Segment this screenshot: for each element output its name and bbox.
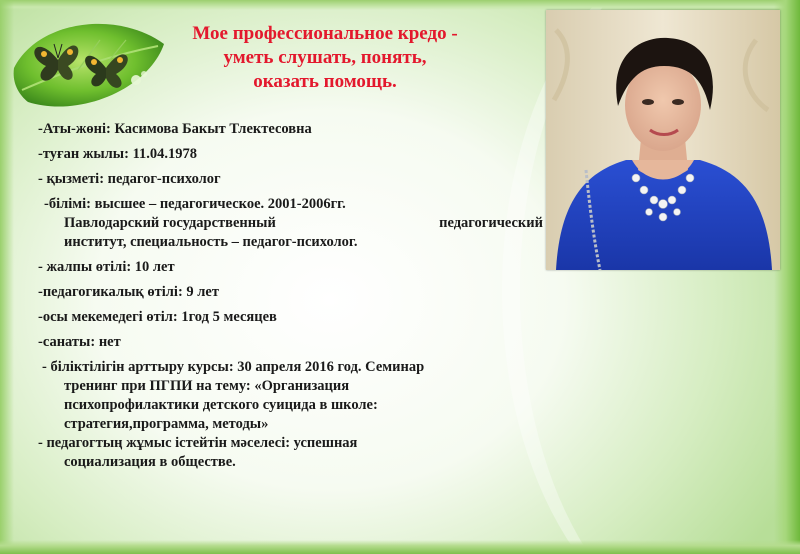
- courses-line-3: психопрофилактики детского суицида в школе:: [64, 397, 378, 413]
- education-line-3: институт, специальность – педагог-психолог.: [64, 234, 358, 250]
- total-experience-line: - жалпы өтілі: 10 лет: [38, 259, 175, 275]
- education-line-2a: Павлодарский государственный: [64, 215, 276, 231]
- courses-line-4: стратегия,программа, методы»: [64, 416, 269, 432]
- institution-experience-line: -осы мекемедегі өтіл: 1год 5 месяцев: [38, 309, 277, 325]
- problem-line-1: - педагогтың жұмыс істейтін мәселесі: успешная: [38, 435, 358, 451]
- courses-block: [38, 358, 543, 434]
- title-line-1: Мое профессиональное кредо -: [192, 23, 458, 44]
- education-line-1: -білімі: высшее – педагогическое. 2001-2006гг.: [44, 196, 346, 212]
- frame-top: [0, 0, 800, 10]
- profile-details: [38, 120, 543, 472]
- education-line-2: [38, 214, 543, 233]
- teaching-experience-line: -педагогикалық өтілі: 9 лет: [38, 284, 219, 300]
- slide-title: [140, 22, 510, 94]
- position-line: - қызметі: педагог-психолог: [38, 171, 221, 187]
- frame-bottom: [0, 540, 800, 554]
- birth-line: -туған жылы: 11.04.1978: [38, 146, 198, 162]
- title-line-2: уметь слушать, понять,: [223, 47, 427, 68]
- courses-line-2: тренинг при ПГПИ на тему: «Организация: [64, 378, 350, 394]
- education-block: [38, 195, 543, 252]
- category-line: -санаты: нет: [38, 334, 121, 350]
- courses-line-1: - біліктілігін арттыру курсы: 30 апреля 2016 год. Семинар: [42, 359, 425, 375]
- education-line-2b: педагогический: [439, 215, 543, 231]
- name-line: -Аты-жөні: Касимова Бакыт Тлектесовна: [38, 121, 312, 137]
- title-line-3: оказать помощь.: [253, 71, 397, 92]
- problem-block: [38, 434, 543, 472]
- problem-line-2: социализация в обществе.: [64, 454, 236, 470]
- portrait-photo: [546, 10, 780, 270]
